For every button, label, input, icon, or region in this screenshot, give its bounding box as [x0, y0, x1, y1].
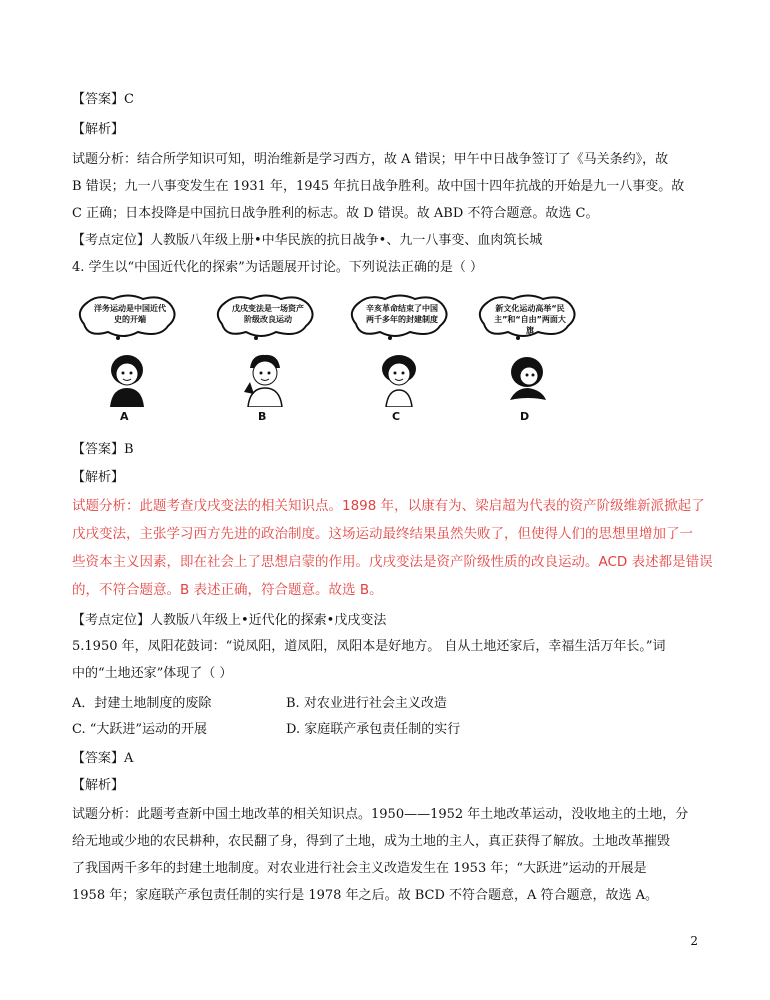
analysis-text: 给无地或少地的农民耕种，农民翻了身，得到了土地，成为土地的主人，真正获得了解放。土地改革摧毁 — [72, 834, 671, 849]
speech-bubble: 新文化运动高举“民主”和“自由”两面大旗 — [478, 294, 578, 340]
answer-line: 【答案】B — [72, 442, 134, 457]
analysis-heading: 【解析】 — [72, 122, 125, 137]
analysis-text-highlighted: 些资本主义因素，即在社会上了思想启蒙的作用。戊戌变法是资产阶级性质的改良运动。ACD 表述都是错误 — [72, 554, 713, 570]
answer-line: 【答案】C — [72, 92, 134, 107]
answer-line: 【答案】A — [72, 751, 134, 766]
analysis-text: 1958 年；家庭联产承包责任制的实行是 1978 年之后。故 BCD 不符合题意，A 符合题意，故选 A。 — [72, 888, 659, 903]
question-5: 5.1950 年，凤阳花鼓词：“说凤阳，道凤阳，凤阳本是好地方。 自从土地还家后，幸福生活万年长。”词 — [72, 639, 666, 654]
knowledge-point: 【考点定位】人教版八年级上册•中华民族的抗日战争•、九一八事变、血肉筑长城 — [72, 233, 543, 248]
analysis-text: B 错误；九一八事变发生在 1931 年，1945 年抗日战争胜利。故中国十四年抗战的开始是九一八事变。故 — [72, 179, 685, 194]
speech-bubble: 洋务运动是中国近代史的开端 — [78, 294, 178, 340]
analysis-text-highlighted: 的，不符合题意。B 表述正确，符合题意。故选 B。 — [72, 582, 383, 598]
student-girl-icon — [374, 352, 424, 407]
student-boy-icon — [240, 352, 290, 407]
figure-a: 洋务运动是中国近代史的开端 A — [72, 292, 212, 432]
analysis-heading: 【解析】 — [72, 470, 125, 485]
figure-d: 新文化运动高举“民主”和“自由”两面大旗 D — [472, 292, 612, 432]
knowledge-point: 【考点定位】人教版八年级上•近代化的探索•戊戌变法 — [72, 613, 387, 628]
analysis-text: 试题分析：此题考查新中国土地改革的相关知识点。1950——1952 年土地改革运动，没收地主的土地，分 — [72, 807, 689, 822]
figure-c: 辛亥革命结束了中国两千多年的封建制度 C — [344, 292, 484, 432]
question-5: 中的“土地还家”体现了（ ） — [72, 666, 233, 681]
figure-b: 戊戌变法是一场资产阶级改良运动 B — [210, 292, 350, 432]
analysis-text-highlighted: 试题分析：此题考查戊戌变法的相关知识点。1898 年，以康有为、梁启超为代表的资产阶级维新派掀起了 — [72, 498, 705, 514]
option-b: B. 对农业进行社会主义改造 — [286, 696, 447, 711]
speech-bubble: 戊戌变法是一场资产阶级改良运动 — [216, 294, 316, 340]
analysis-text: 了我国两千多年的封建土地制度。对农业进行社会主义改造发生在 1953 年；“大跃进”运动的开展是 — [72, 861, 647, 876]
analysis-heading: 【解析】 — [72, 778, 125, 793]
student-boy-icon — [502, 352, 552, 407]
analysis-text: C 正确；日本投降是中国抗日战争胜利的标志。故 D 错误。故 ABD 不符合题意。故选 C。 — [72, 206, 599, 221]
page-number: 2 — [690, 934, 698, 948]
option-c: C. “大跃进”运动的开展 — [72, 722, 208, 737]
option-d: D. 家庭联产承包责任制的实行 — [286, 722, 461, 737]
question-4: 4. 学生以“中国近代化的探索”为话题展开讨论。下列说法正确的是（ ） — [72, 260, 483, 275]
analysis-text-highlighted: 戊戌变法，主张学习西方先进的政治制度。这场运动最终结果虽然失败了，但使得人们的思想里增加了一 — [72, 526, 693, 542]
analysis-text: 试题分析：结合所学知识可知，明治维新是学习西方，故 A 错误；甲午中日战争签订了《马关条约》，故 — [72, 152, 669, 167]
option-a: A．封建土地制度的废除 — [72, 696, 212, 711]
student-girl-icon — [102, 352, 152, 407]
speech-bubble: 辛亥革命结束了中国两千多年的封建制度 — [350, 294, 450, 340]
question-4-figures — [72, 292, 632, 432]
